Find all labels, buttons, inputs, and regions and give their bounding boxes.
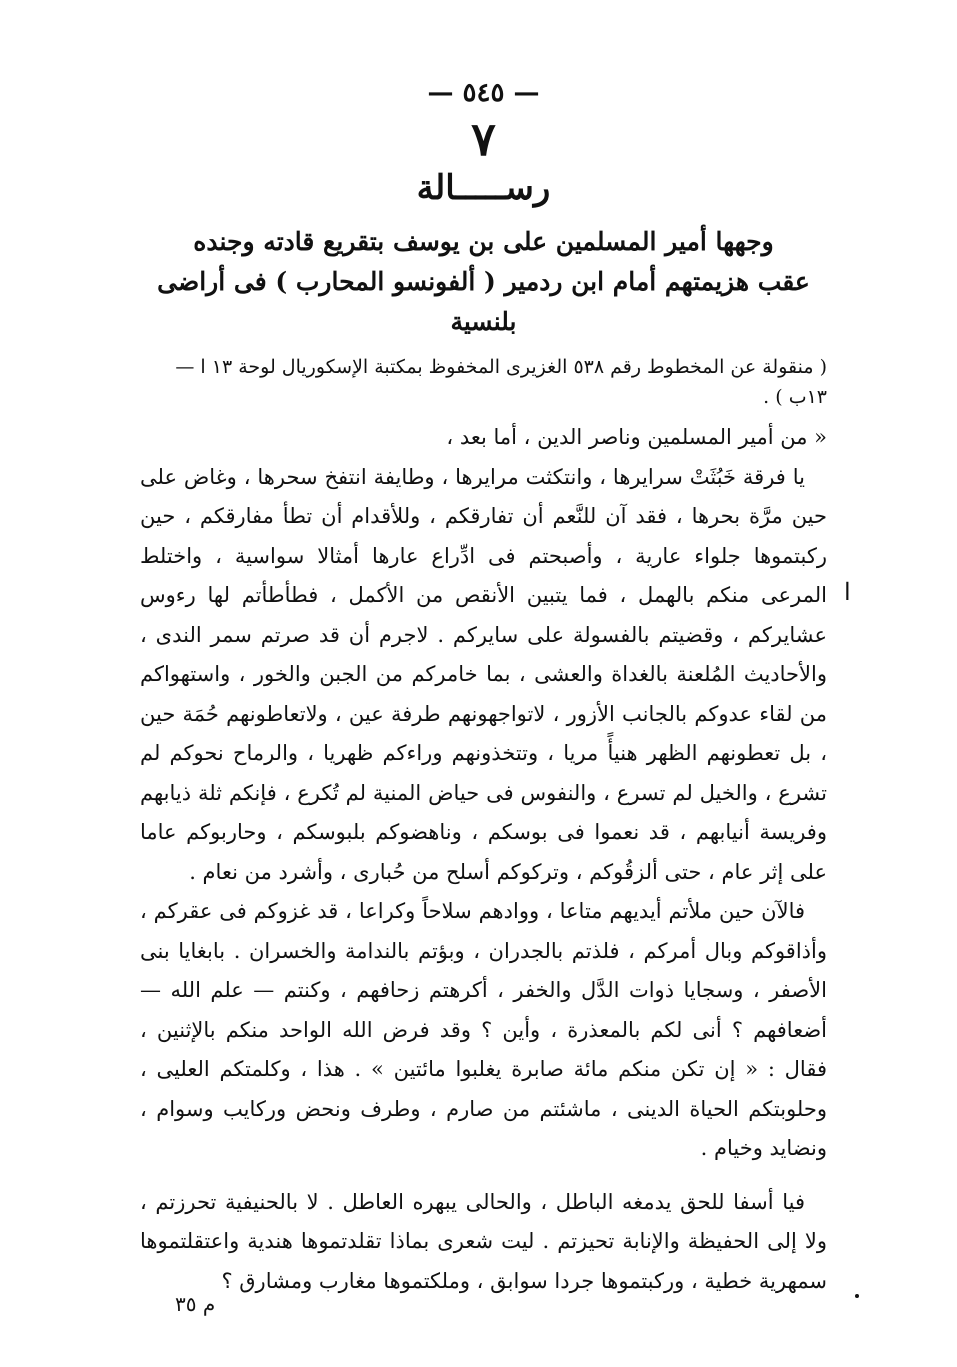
- document-number: ٧: [471, 112, 496, 166]
- paragraph-3: فيا أسفا للحق يدمغه الباطل ، والحالى يبهره العاطل . لا بالحنيفية تحرزتم ، ولا إلى الحفيظة والإنابة تحيزتم . ليت شعرى بماذا تقلدتموها هندية واعتقلتموها سمهرية خطية ، وركبتموها جردا سوابق ، وملكتموها مغارب ومشارق ؟: [140, 1189, 827, 1293]
- subtitle-line-2: عقب هزيمتهم أمام ابن ردمير ( ألفونسو المحارب ) فى أراضى بلنسية: [157, 267, 810, 336]
- margin-mark: ا: [844, 578, 851, 606]
- source-note: ( منقولة عن المخطوط رقم ٥٣٨ الغزيرى المخفوظ بمكتبة الإسكوريال لوحة ١٣ ا — ١٣ب ) .: [175, 356, 827, 408]
- document-title: رســـــالة: [416, 168, 551, 208]
- subtitle-line-1: وجهها أمير المسلمين على بن يوسف بتقريع قادته وجنده: [193, 227, 774, 256]
- ink-dot: [855, 1294, 859, 1298]
- signature-mark: م ٣٥: [175, 1292, 216, 1316]
- paragraph-1: يا فرقة خَبُثَتْ سرايرها ، وانتكثت مرايرها ، وطايفة انتفخ سحرها ، وغاض على حين مرَّة بحرها ، فقد آن للنَّعم أن تفارقكم ، وللأقدام أن تطأ مفارقكم ، حين ركبتموها جلواء عارية ، وأصبحتم فى ادِّراع عارها أمثالا سواسية ، واختلط المرعى منكم بالهمل ، فما يتبين الأنقص من الأكمل ، فطأطأتم لها رءوس عشايركم ، وقضيتم بالفسولة على سايركم . لاجرم أن قد صرتم سمر الندى ، والأحاديث المُلعنة بالغداة والعشى ، بما خامركم من الجبن والخور ، واستهواكم من لقاء عدوكم بالجانب الأزور ، لاتواجهونهم طرفة عين ، ولاتعاطونهم حُمَة حين ، بل تعطونهم الظهر هنيأً مريا ، وتتخذونهم وراءكم ظهريا ، والرماح نحوكم لم تشرع ، والخيل لم تسرع ، والنفوس فى حياض المنية لم تُكرع ، فإنكم ثلة ذيابهم وفريسة أنيابهم ، قد نعموا فى بوسكم ، وناهضوكم بلبوسكم ، وحاربوكم عاما على إثر عام ، حتى ألزقُوكم ، وتركوكم أسلح من حُبارى ، وأشرد من نعام .: [140, 464, 827, 884]
- salutation: « من أمير المسلمين وناصر الدين ، أما بعد ،: [446, 425, 827, 449]
- paragraph-2: فالآن حين ملأتم أيديهم متاعا ، ووادهم سلاحاً وكراعا ، قد غزوكم فى عقركم ، وأذاقوكم وبال أمركم ، فلذتم بالجدران ، وبؤتم بالندامة والخسران . بابغايا بنى الأصفر ، وسجايا ذوات الدَّل والخفر ، أكرهتم زحافهم ، وكنتم — علم الله — أضعافهم ؟ أنى لكم بالمعذرة ، وأين ؟ وقد فرض الله الواحد منكم بالإثنين ، فقال : « إن تكن منكم مائة صابرة يغلبوا مائتين » . هذا ، وكلمتكم العليى ، وحلوبتكم الحياة الدينى ، ماشئتم من صارم ، وطرف ونحض وركايب وسوام ، ونضايد وخيام .: [140, 899, 827, 1160]
- page-number: — ٥٤٥ —: [427, 78, 540, 108]
- paragraph-gap: [140, 1169, 827, 1183]
